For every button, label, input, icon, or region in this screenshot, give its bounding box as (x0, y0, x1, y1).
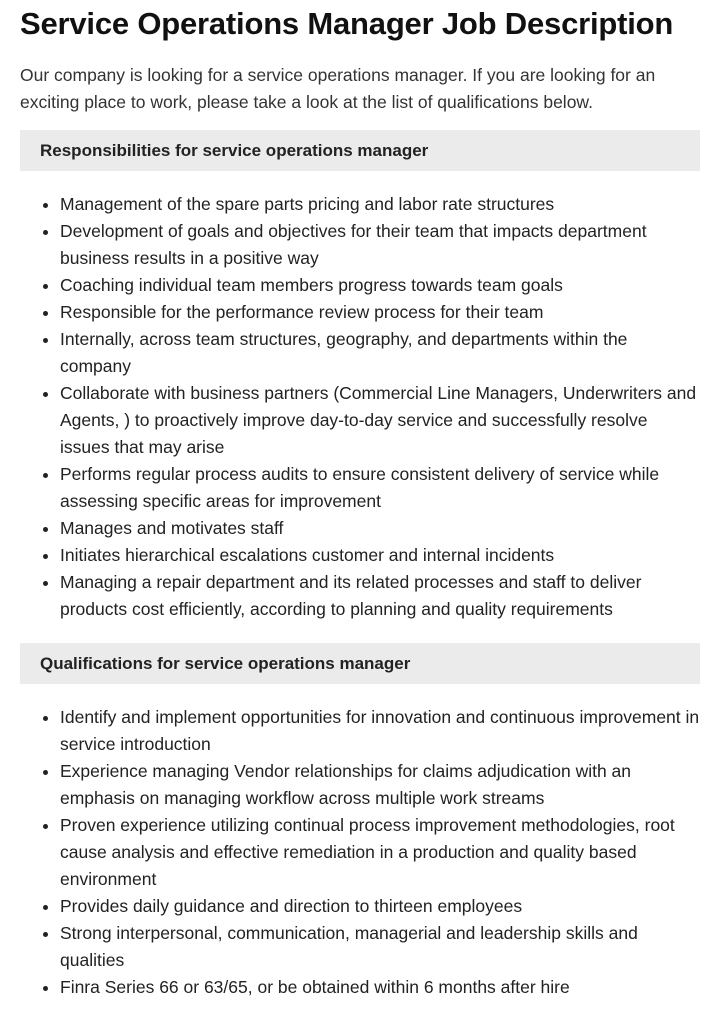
list-item: • Initiates hierarchical escalations customer and internal incidents (60, 542, 700, 569)
list-item: • Collaborate with business partners (Commercial Line Managers, Underwriters and Agents, ) to proactively improve day-to-day service and successfully resolve issues that may arise (60, 380, 700, 461)
list-item: • Management of the spare parts pricing and labor rate structures (60, 191, 700, 218)
page-title: Service Operations Manager Job Description (20, 6, 674, 41)
list-item: • Responsible for the performance review process for their team (60, 299, 700, 326)
list-item: • Identify and implement opportunities for innovation and continuous improvement in service introduction (60, 704, 700, 758)
list-item: • Strong interpersonal, communication, managerial and leadership skills and qualities (60, 920, 700, 974)
list-item: • Coaching individual team members progress towards team goals (60, 272, 700, 299)
intro-paragraph: Our company is looking for a service operations manager. If you are looking for an exciting place to work, please take a look at the list of qualifications below. (20, 65, 656, 112)
list-item: • Provides daily guidance and direction to thirteen employees (60, 893, 700, 920)
list-item: • Experience managing Vendor relationships for claims adjudication with an emphasis on managing workflow across multiple work streams (60, 758, 700, 812)
list-item: • Managing a repair department and its related processes and staff to deliver products cost efficiently, according to planning and quality requirements (60, 569, 700, 623)
list-item: • Proven experience utilizing continual process improvement methodologies, root cause analysis and effective remediation in a production and quality based environment (60, 812, 700, 893)
responsibilities-heading: Responsibilities for service operations manager (20, 130, 700, 171)
qualifications-heading: Qualifications for service operations manager (20, 643, 700, 684)
list-item: • Finra Series 66 or 63/65, or be obtained within 6 months after hire (60, 974, 700, 1001)
qualifications-list (20, 704, 700, 1001)
responsibilities-list (20, 191, 700, 623)
list-item: • Performs regular process audits to ensure consistent delivery of service while assessing specific areas for improvement (60, 461, 700, 515)
list-item: • Internally, across team structures, geography, and departments within the company (60, 326, 700, 380)
list-item: • Development of goals and objectives for their team that impacts department business results in a positive way (60, 218, 700, 272)
list-item: • Manages and motivates staff (60, 515, 700, 542)
